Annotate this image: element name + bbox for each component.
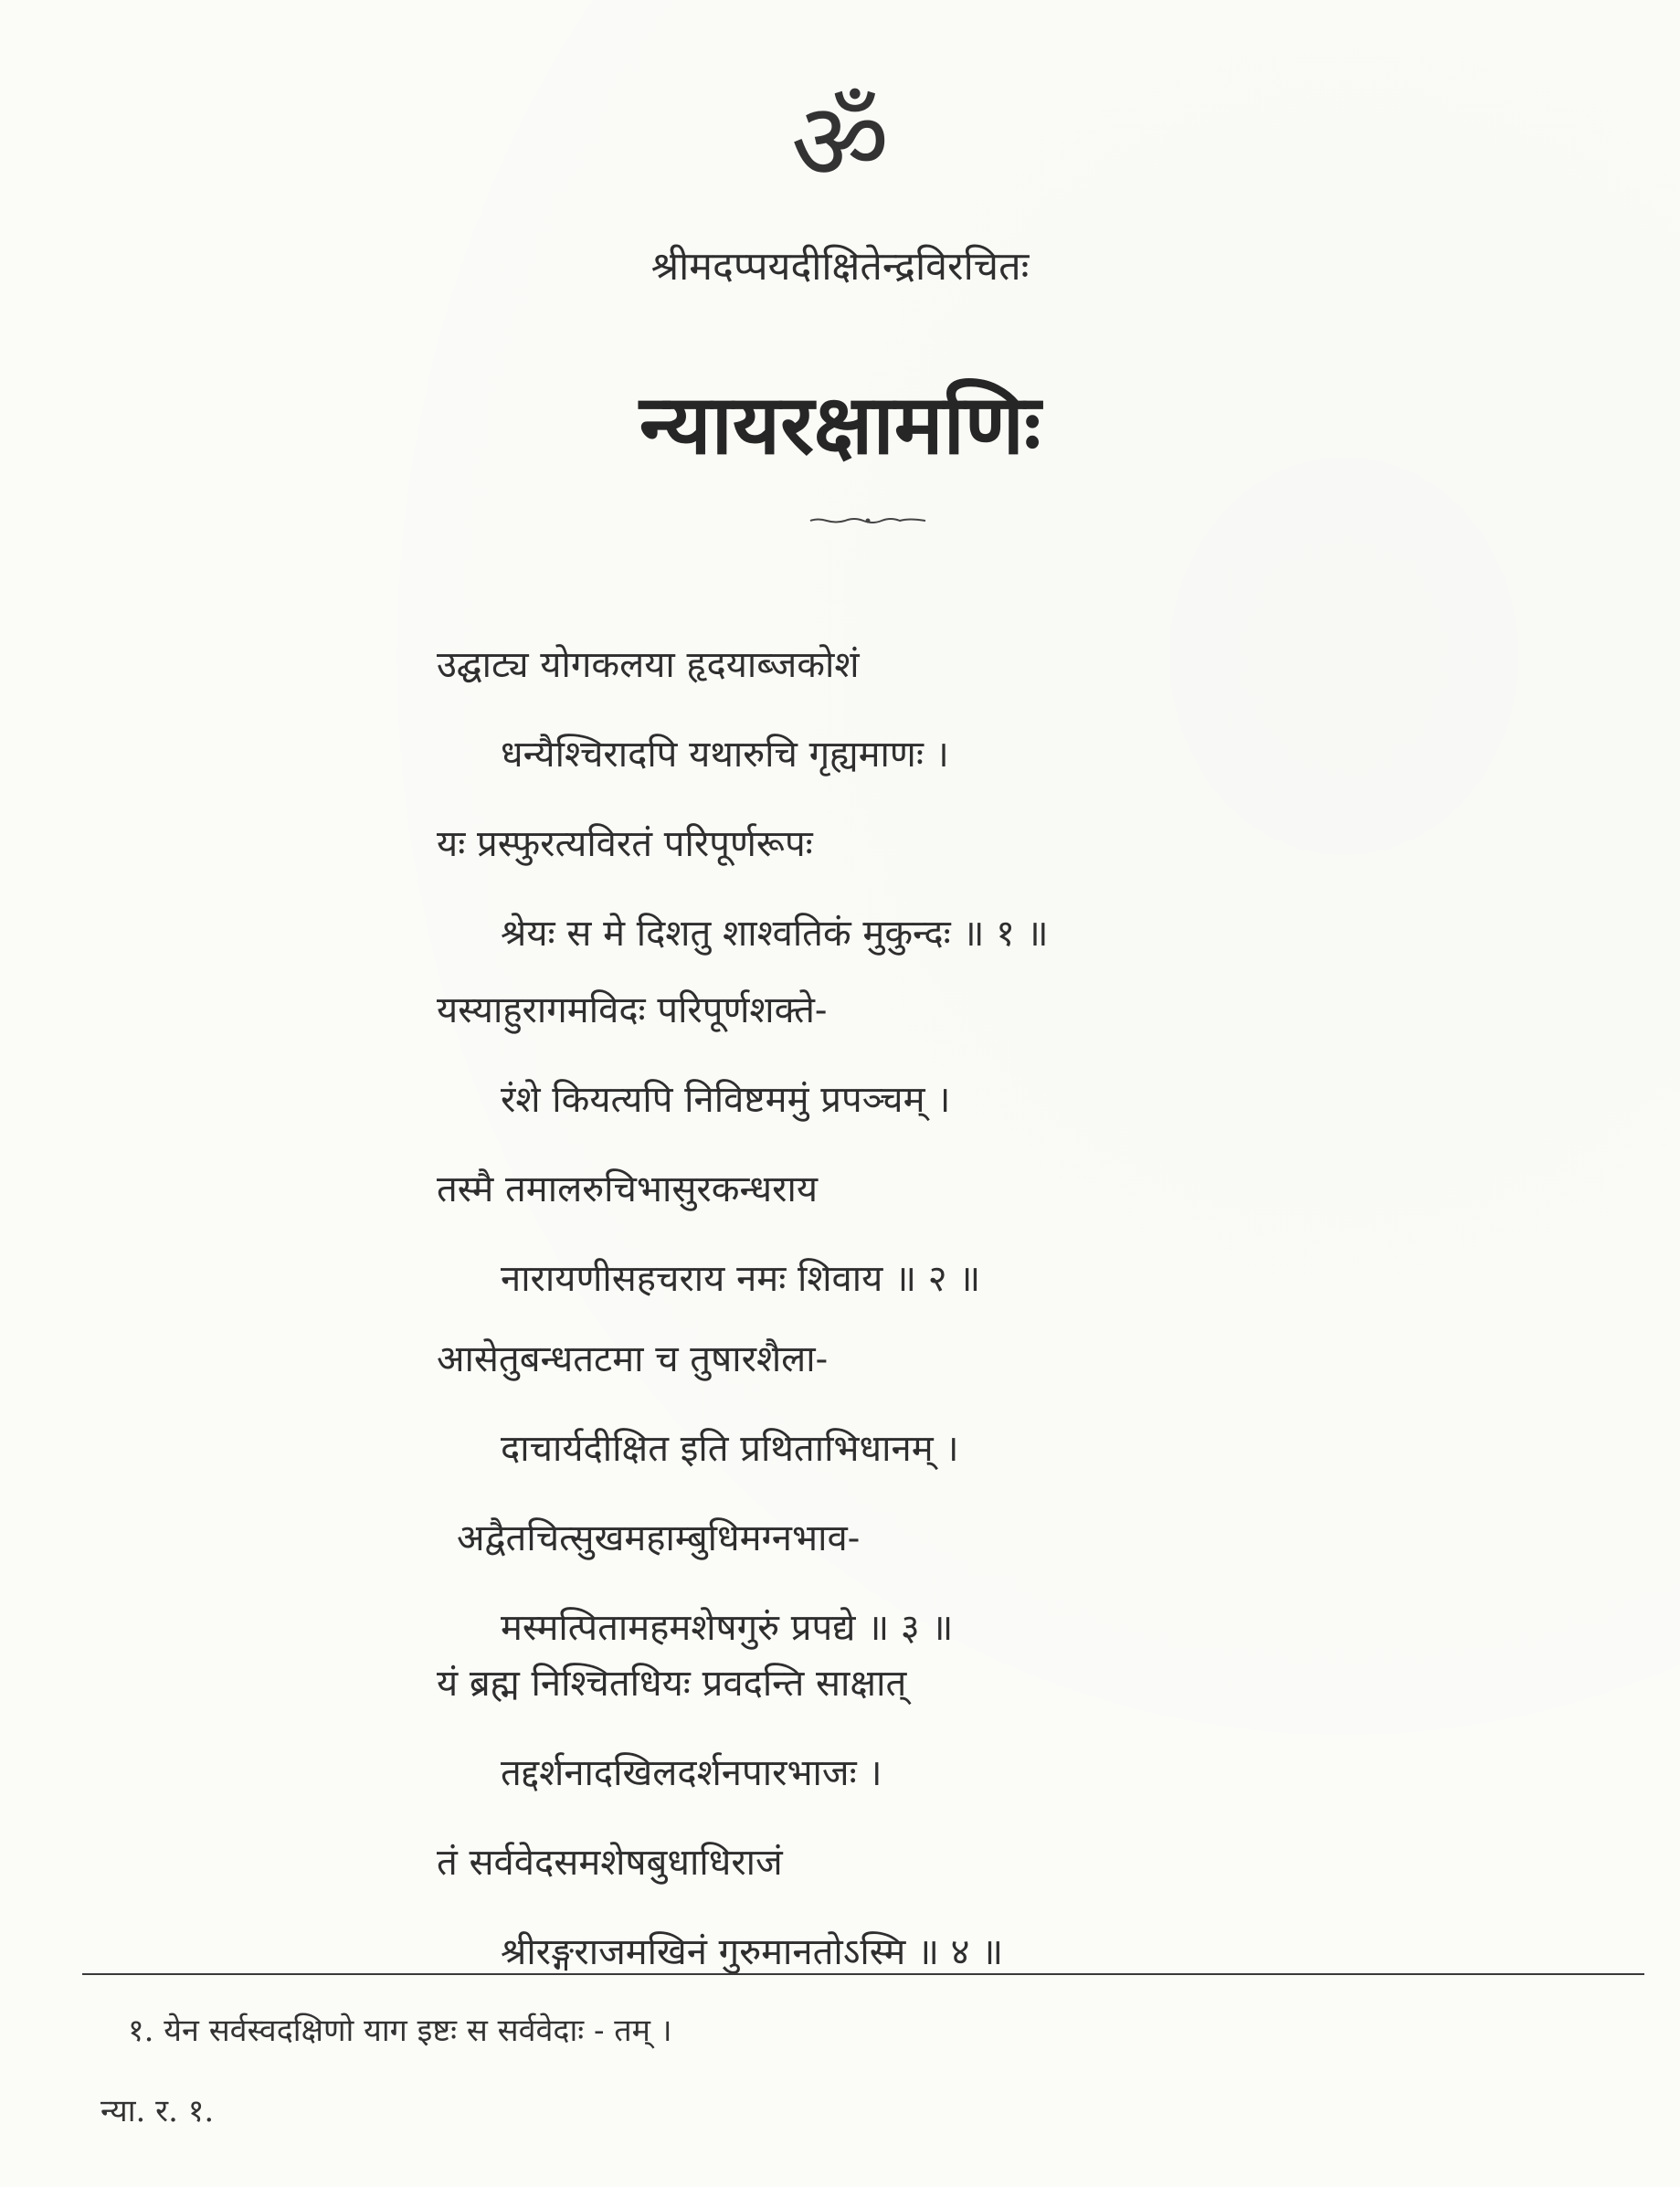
verse-line: उद्घाट्य योगकलया हृदयाब्जकोशं: [437, 644, 860, 686]
verse-2: [437, 985, 1442, 1305]
verse-line: नारायणीसहचराय नमः शिवाय ॥ २ ॥: [501, 1258, 981, 1300]
footnote-divider: [82, 1973, 1644, 1975]
footnote: १. येन सर्वस्वदक्षिणो याग इष्टः स सर्ववेदाः - तम् ।: [128, 2013, 672, 2049]
title-ornament: [808, 516, 927, 525]
om-symbol: ॐ: [790, 79, 890, 205]
verse-line: अद्वैतचित्सुखमहाम्बुधिमग्नभाव-: [457, 1517, 861, 1559]
verse-line: दाचार्यदीक्षित इति प्रथिताभिधानम् ।: [501, 1428, 959, 1470]
page-title: न्यायरक्षामणिः: [639, 376, 1041, 473]
signature-mark: न्या. र. १.: [100, 2093, 215, 2129]
verse-3: [437, 1334, 1442, 1653]
author-line: श्रीमदप्पयदीक्षितेन्द्रविरचितः: [650, 244, 1030, 290]
verse-line: यः प्रस्फुरत्यविरतं परिपूर्णरूपः: [437, 823, 813, 865]
verse-1: [437, 639, 1442, 959]
verse-line: तस्मै तमालरुचिभासुरकन्धराय: [437, 1168, 819, 1210]
verse-line: यस्याहुरागमविदः परिपूर्णशक्ते-: [437, 989, 828, 1031]
verse-line: मस्मत्पितामहमशेषगुरुं प्रपद्ये ॥ ३ ॥: [501, 1607, 954, 1649]
verse-line: श्रीरङ्गराजमखिनं गुरुमानतोऽस्मि ॥ ४ ॥: [501, 1931, 1004, 1973]
verse-line: यं ब्रह्म निश्चितधियः प्रवदन्ति साक्षात्: [437, 1663, 907, 1705]
verse-line: धन्यैश्चिरादपि यथारुचि गृह्यमाणः ।: [501, 734, 949, 776]
verse-line: तद्दर्शनादखिलदर्शनपारभाजः ।: [501, 1752, 882, 1794]
verse-line: श्रेयः स मे दिशतु शाश्वतिकं मुकुन्दः ॥ १ ॥: [501, 913, 1049, 955]
verse-line: रंशे कियत्यपि निविष्टममुं प्रपञ्चम् ।: [501, 1079, 951, 1121]
verse-4: [437, 1658, 1442, 1978]
verse-line: आसेतुबन्धतटमा च तुषारशैला-: [437, 1338, 829, 1380]
verse-line: तं सर्ववेदसमशेषबुधाधिराजं: [437, 1842, 783, 1884]
